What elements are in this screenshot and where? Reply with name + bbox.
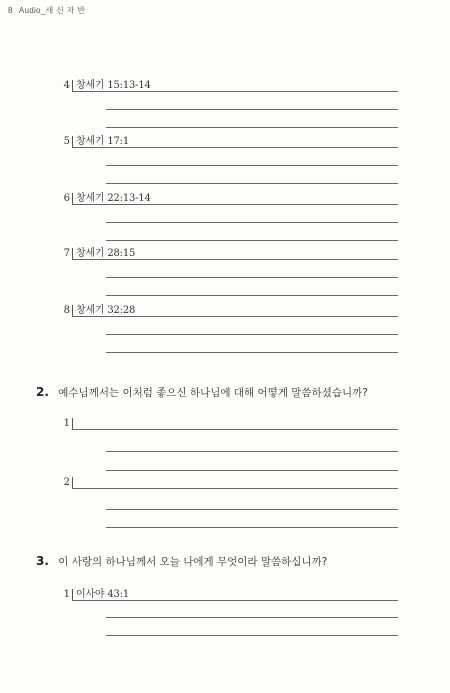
answer-line[interactable] <box>106 352 398 353</box>
verse-reference: 이사야 43:1 <box>76 589 130 600</box>
answer-line[interactable] <box>106 222 398 223</box>
page-header <box>8 5 85 16</box>
verse-item-8 <box>62 301 398 317</box>
answer-line[interactable] <box>106 451 398 452</box>
answer-line[interactable] <box>72 259 398 260</box>
answer-line[interactable] <box>72 316 398 317</box>
item-number: 4 <box>62 80 73 92</box>
question-number: 2. <box>36 385 49 399</box>
answer-line[interactable] <box>106 240 398 241</box>
verse-reference: 창세기 17:1 <box>76 136 130 147</box>
answer-line[interactable] <box>72 147 398 148</box>
verse-item-5 <box>62 132 398 148</box>
question-3 <box>36 554 327 569</box>
answer-line[interactable] <box>106 295 398 296</box>
verse-item-7 <box>62 244 398 260</box>
verse-item-4 <box>62 76 398 92</box>
answer-line[interactable] <box>72 600 398 601</box>
answer-line[interactable] <box>106 470 398 471</box>
verse-reference: 창세기 22:13-14 <box>76 193 151 204</box>
answer-line[interactable] <box>106 165 398 166</box>
verse-reference: 창세기 28:15 <box>76 248 136 259</box>
header-title: Audio_새 신 자 반 <box>18 6 86 15</box>
answer-item-2-1 <box>62 414 398 430</box>
question-text: 이 사랑의 하나님께서 오늘 나에게 무엇이라 말씀하십니까? <box>58 556 328 568</box>
item-number: 5 <box>62 136 73 148</box>
answer-line[interactable] <box>106 334 398 335</box>
item-number: 1 <box>62 589 73 601</box>
answer-line[interactable] <box>106 277 398 278</box>
answer-line[interactable] <box>106 109 398 110</box>
answer-line[interactable] <box>72 91 398 92</box>
verse-item-6 <box>62 189 398 205</box>
page-number: 8 <box>8 6 13 15</box>
item-number: 2 <box>62 477 73 489</box>
answer-item-3-1 <box>62 585 398 601</box>
item-number: 7 <box>62 248 73 260</box>
question-2 <box>36 385 368 400</box>
answer-line[interactable] <box>106 183 398 184</box>
answer-line[interactable] <box>106 617 398 618</box>
question-text: 예수님께서는 이처럼 좋으신 하나님에 대해 어떻게 말씀하셨습니까? <box>58 387 368 399</box>
answer-line[interactable] <box>72 429 398 430</box>
verse-reference: 창세기 32:28 <box>76 305 136 316</box>
answer-line[interactable] <box>106 635 398 636</box>
answer-item-2-2 <box>62 473 398 489</box>
verse-reference: 창세기 15:13-14 <box>76 80 151 91</box>
answer-line[interactable] <box>106 527 398 528</box>
answer-line[interactable] <box>72 488 398 489</box>
answer-line[interactable] <box>106 127 398 128</box>
item-number: 8 <box>62 305 73 317</box>
question-number: 3. <box>36 554 49 568</box>
answer-line[interactable] <box>106 509 398 510</box>
answer-line[interactable] <box>72 204 398 205</box>
item-number: 1 <box>62 418 73 430</box>
item-number: 6 <box>62 193 73 205</box>
